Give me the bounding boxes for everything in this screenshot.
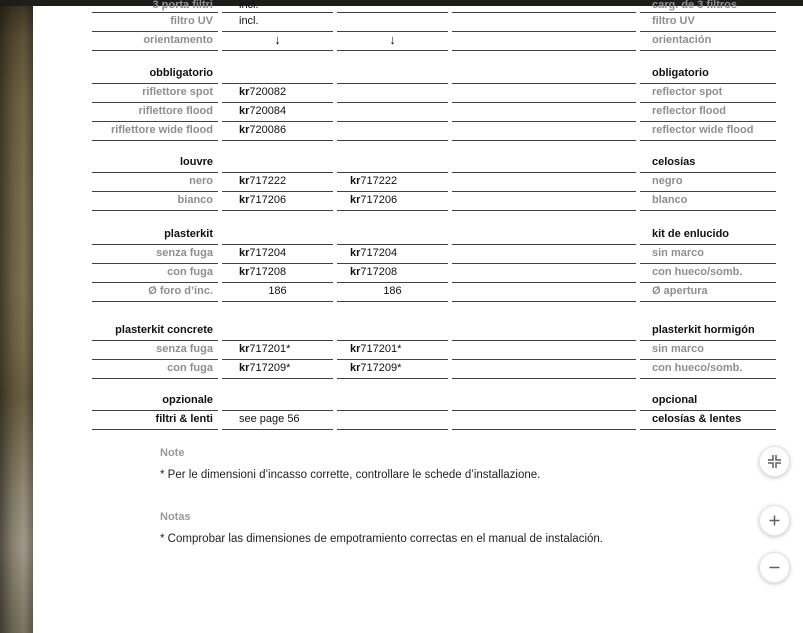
value-cell: 186	[337, 283, 448, 302]
down-arrow-icon: ↓	[222, 32, 333, 51]
spacer-cell	[452, 226, 636, 245]
spacer-cell	[452, 360, 636, 379]
section-header-it: louvre	[92, 154, 218, 173]
row-label-es: sin marco	[640, 245, 776, 264]
section-header-row	[92, 322, 776, 341]
table-row	[92, 192, 776, 211]
minus-icon	[767, 560, 782, 575]
row-label-es: celosías & lentes	[640, 411, 776, 430]
code-cell: incl.	[222, 6, 333, 13]
row-label-it: Ø foro d’inc.	[92, 283, 218, 302]
note-label-es: Notas	[160, 511, 191, 523]
row-label-es: Ø apertura	[640, 283, 776, 302]
code-cell	[337, 122, 448, 141]
code-cell	[337, 103, 448, 122]
spec-table	[92, 0, 776, 430]
spacer-cell	[452, 103, 636, 122]
row-label-it: riflettore wide flood	[92, 122, 218, 141]
row-label-es: orientación	[640, 32, 776, 51]
note-text-es: * Comprobar las dimensiones de empotramiento correctas en el manual de instalación.	[160, 533, 603, 545]
row-label-es: carg. de 3 filtros	[640, 6, 776, 13]
code-cell: kr717208	[337, 264, 448, 283]
code-cell	[222, 226, 333, 245]
row-label-es: reflector spot	[640, 84, 776, 103]
code-cell: kr720082	[222, 84, 333, 103]
table-section	[92, 65, 776, 141]
row-label-it: filtri & lenti	[92, 411, 218, 430]
value-cell: 186	[222, 283, 333, 302]
section-header-es: opcional	[640, 392, 776, 411]
table-section	[92, 154, 776, 211]
code-cell	[337, 226, 448, 245]
spacer-cell	[452, 32, 636, 51]
note-label-it: Note	[160, 447, 185, 459]
row-label-es: negro	[640, 173, 776, 192]
section-header-row	[92, 392, 776, 411]
section-header-it: plasterkit concrete	[92, 322, 218, 341]
table-row	[92, 0, 776, 13]
row-label-it: bianco	[92, 192, 218, 211]
section-header-it: opzionale	[92, 392, 218, 411]
row-label-it: con fuga	[92, 264, 218, 283]
code-cell: kr717208	[222, 264, 333, 283]
spacer-cell	[452, 173, 636, 192]
row-label-it: senza fuga	[92, 245, 218, 264]
spacer-cell	[452, 411, 636, 430]
code-cell	[337, 322, 448, 341]
code-cell: kr717201*	[337, 341, 448, 360]
section-header-es: kit de enlucido	[640, 226, 776, 245]
section-header-es: celosías	[640, 154, 776, 173]
row-label-es: blanco	[640, 192, 776, 211]
row-label-it: riflettore flood	[92, 103, 218, 122]
row-label-es: sin marco	[640, 341, 776, 360]
code-cell	[337, 411, 448, 430]
row-label-es: con hueco/somb.	[640, 360, 776, 379]
code-cell: kr720084	[222, 103, 333, 122]
spacer-cell	[452, 322, 636, 341]
section-header-it: obbligatorio	[92, 65, 218, 84]
spacer-cell	[452, 6, 636, 13]
spacer-cell	[452, 392, 636, 411]
code-cell	[222, 322, 333, 341]
spacer-cell	[452, 264, 636, 283]
code-cell: kr717204	[337, 245, 448, 264]
section-header-row	[92, 154, 776, 173]
spacer-cell	[452, 341, 636, 360]
code-cell: kr717206	[222, 192, 333, 211]
code-cell	[337, 6, 448, 13]
code-cell: kr717209*	[222, 360, 333, 379]
table-section	[92, 0, 776, 51]
section-header-es: plasterkit hormigón	[640, 322, 776, 341]
row-label-it: nero	[92, 173, 218, 192]
table-row	[92, 264, 776, 283]
spacer-cell	[452, 122, 636, 141]
table-section	[92, 322, 776, 379]
code-cell: kr717222	[337, 173, 448, 192]
page-reference-cell: see page 56	[222, 411, 333, 430]
spacer-cell	[452, 65, 636, 84]
note-text-it: * Per le dimensioni d’incasso corrette, controllare le schede d’installazione.	[160, 469, 541, 481]
row-label-it: orientamento	[92, 32, 218, 51]
spacer-cell	[452, 283, 636, 302]
down-arrow-icon: ↓	[337, 32, 448, 51]
code-cell: incl.	[222, 13, 333, 32]
table-row	[92, 360, 776, 379]
table-section	[92, 392, 776, 430]
spacer-cell	[452, 84, 636, 103]
code-cell: kr717204	[222, 245, 333, 264]
table-row	[92, 411, 776, 430]
row-label-it: filtro UV	[92, 13, 218, 32]
table-row	[92, 341, 776, 360]
table-row	[92, 122, 776, 141]
table-row-orientation	[92, 32, 776, 51]
adjacent-page-edge	[0, 6, 33, 633]
section-header-row	[92, 226, 776, 245]
section-header-row	[92, 65, 776, 84]
row-label-es: reflector wide flood	[640, 122, 776, 141]
compress-view-icon	[767, 454, 782, 469]
zoom-in-button[interactable]	[759, 505, 790, 536]
code-cell	[337, 84, 448, 103]
code-cell	[337, 65, 448, 84]
spacer-cell	[452, 154, 636, 173]
code-cell: kr717206	[337, 192, 448, 211]
spacer-cell	[452, 192, 636, 211]
table-section	[92, 226, 776, 302]
code-cell	[222, 65, 333, 84]
row-label-es: con hueco/somb.	[640, 264, 776, 283]
table-row	[92, 173, 776, 192]
table-row	[92, 245, 776, 264]
footnotes	[160, 447, 740, 546]
table-row	[92, 13, 776, 32]
table-row	[92, 84, 776, 103]
section-header-it: plasterkit	[92, 226, 218, 245]
code-cell: kr717209*	[337, 360, 448, 379]
code-cell	[337, 13, 448, 32]
zoom-out-button[interactable]	[759, 552, 790, 583]
code-cell	[337, 154, 448, 173]
row-label-es: filtro UV	[640, 13, 776, 32]
section-header-es: obligatorio	[640, 65, 776, 84]
row-label-it: 3 porta filtri	[92, 6, 218, 13]
row-label-es: reflector flood	[640, 103, 776, 122]
code-cell: kr717201*	[222, 341, 333, 360]
row-label-it: riflettore spot	[92, 84, 218, 103]
spacer-cell	[452, 245, 636, 264]
row-label-it: con fuga	[92, 360, 218, 379]
code-cell: kr720086	[222, 122, 333, 141]
spacer-cell	[452, 13, 636, 32]
code-cell	[222, 392, 333, 411]
row-label-it: senza fuga	[92, 341, 218, 360]
code-cell: kr717222	[222, 173, 333, 192]
code-cell	[337, 392, 448, 411]
fit-to-width-button[interactable]	[759, 446, 790, 477]
table-row	[92, 103, 776, 122]
code-cell	[222, 154, 333, 173]
plus-icon	[767, 513, 782, 528]
table-row	[92, 283, 776, 302]
